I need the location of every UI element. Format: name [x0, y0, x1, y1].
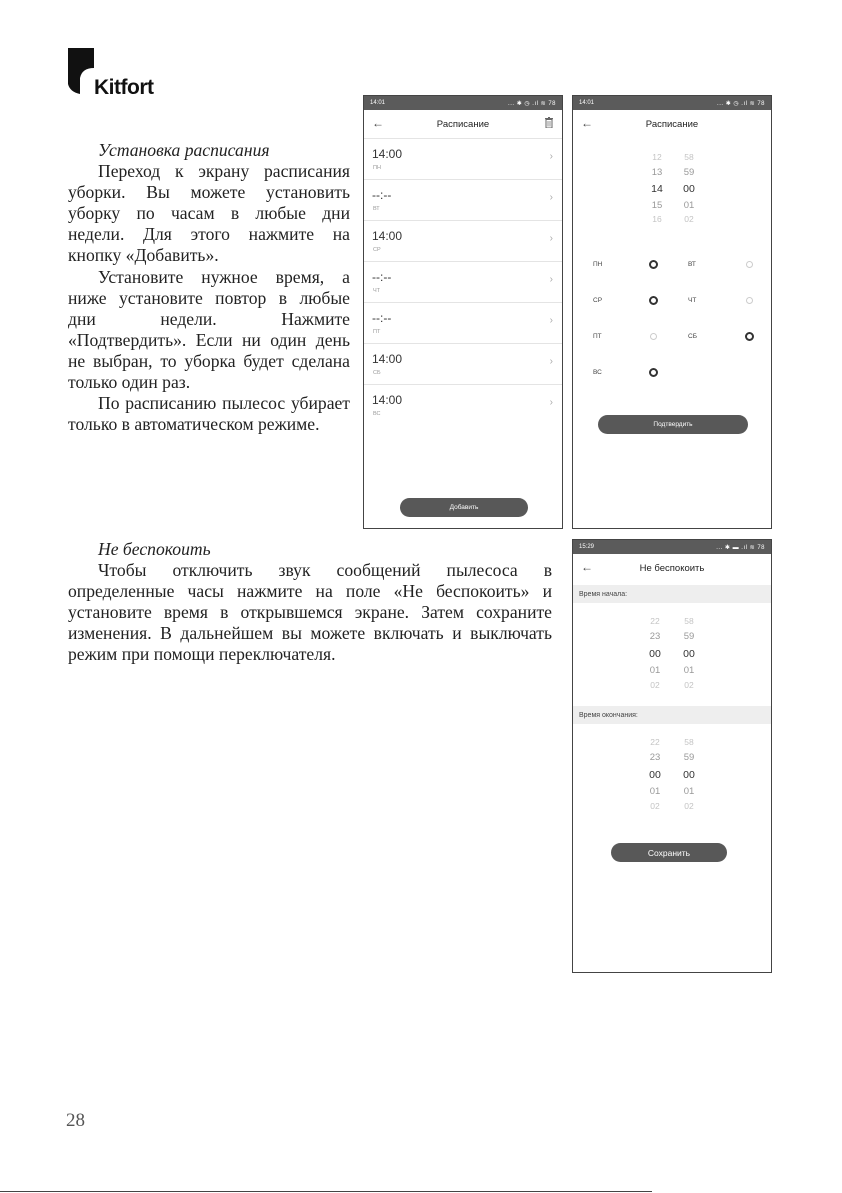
picker-minute: 02	[684, 214, 694, 224]
picker-hour: 15	[651, 200, 663, 211]
picker-row-selected	[573, 769, 771, 783]
picker-minute: 01	[683, 665, 695, 676]
status-icons: ... ✱ ▬ .ıl ≋ 78	[716, 544, 765, 551]
picker-minute: 59	[683, 752, 695, 763]
kitfort-logo-icon	[68, 48, 94, 94]
picker-hour: 02	[650, 680, 660, 690]
list-item[interactable]	[364, 179, 562, 220]
schedule-time: 14:00	[372, 393, 403, 407]
picker-hour: 13	[651, 167, 663, 178]
status-icons: ... ✱ ◷ .ıl ≋ 78	[717, 100, 765, 107]
picker-row	[573, 801, 771, 815]
picker-hour: 16	[652, 214, 662, 224]
status-time: 15:29	[579, 544, 595, 550]
schedule-time: 14:00	[372, 229, 403, 243]
schedule-day: ЧТ	[373, 288, 381, 294]
schedule-time: --:--	[372, 188, 392, 202]
section-heading: Не беспокоить	[98, 539, 211, 559]
paragraph: Чтобы отключить звук сообщений пылесоса в определенные часы нажмите на поле «Не беспокоить» и установите время в открывшемся экране. Затем сохраните изменения. В дальнейшем вы можете включать и выключать режим при помощи переключателя.	[68, 560, 552, 665]
schedule-day: ВТ	[373, 206, 380, 212]
schedule-list-screen	[363, 95, 563, 529]
add-button[interactable]: Добавить	[400, 498, 528, 517]
start-time-picker[interactable]	[573, 614, 771, 694]
arrow-left-icon[interactable]: ←	[581, 560, 593, 574]
day-radio-wed[interactable]	[649, 296, 658, 305]
picker-hour: 00	[649, 648, 661, 660]
picker-minute: 59	[683, 167, 695, 178]
picker-row	[573, 631, 771, 645]
picker-hour: 02	[650, 801, 660, 811]
picker-row	[573, 786, 771, 800]
day-radio-mon[interactable]	[649, 260, 658, 269]
status-time: 14:01	[370, 100, 386, 106]
picker-hour: 01	[649, 665, 661, 676]
day-label-tue: ВТ	[688, 261, 696, 268]
picker-minute: 00	[683, 183, 695, 195]
footer-rule	[0, 1191, 652, 1192]
picker-row	[573, 200, 771, 214]
schedule-time: --:--	[372, 311, 392, 325]
schedule-day: ПН	[373, 165, 381, 171]
picker-minute: 59	[683, 631, 695, 642]
status-icons: ... ✱ ◷ .ıl ≋ 78	[508, 100, 556, 107]
chevron-right-icon: ›	[549, 274, 553, 285]
status-bar	[573, 540, 771, 554]
app-bar	[573, 110, 771, 138]
app-bar	[364, 110, 562, 138]
schedule-section	[68, 140, 350, 435]
end-time-label: Время окончания:	[573, 706, 771, 724]
arrow-left-icon[interactable]: ←	[372, 116, 384, 130]
app-bar	[573, 554, 771, 582]
picker-row	[573, 737, 771, 751]
chevron-right-icon: ›	[549, 151, 553, 162]
screen-title: Не беспокоить	[639, 562, 705, 574]
picker-row	[573, 214, 771, 228]
end-time-picker[interactable]	[573, 735, 771, 815]
screen-title: Расписание	[645, 118, 699, 130]
status-bar	[573, 96, 771, 110]
picker-hour: 22	[650, 616, 660, 626]
schedule-day: ВС	[373, 411, 381, 417]
schedule-day: СР	[373, 247, 381, 253]
list-item[interactable]	[364, 220, 562, 261]
chevron-right-icon: ›	[549, 192, 553, 203]
picker-minute: 00	[683, 769, 695, 781]
confirm-button[interactable]: Подтвердить	[598, 415, 748, 434]
do-not-disturb-section	[68, 539, 552, 666]
chevron-right-icon: ›	[549, 397, 553, 408]
list-item[interactable]	[364, 384, 562, 425]
picker-minute: 58	[684, 616, 694, 626]
chevron-right-icon: ›	[549, 356, 553, 367]
day-radio-tue[interactable]	[746, 261, 753, 268]
schedule-list	[364, 138, 562, 425]
status-time: 14:01	[579, 100, 595, 106]
list-item[interactable]	[364, 302, 562, 343]
schedule-day: ПТ	[373, 329, 381, 335]
day-radio-thu[interactable]	[746, 297, 753, 304]
day-label-mon: ПН	[593, 261, 603, 268]
picker-hour: 22	[650, 737, 660, 747]
picker-minute: 01	[683, 786, 695, 797]
picker-row	[573, 752, 771, 766]
picker-hour: 01	[649, 786, 661, 797]
logo-text: Kitfort	[94, 76, 154, 99]
save-button[interactable]: Сохранить	[611, 843, 727, 862]
day-label-sat: СБ	[688, 333, 697, 340]
picker-row	[573, 665, 771, 679]
picker-hour: 12	[652, 152, 662, 162]
picker-row-selected	[573, 183, 771, 197]
schedule-time: --:--	[372, 270, 392, 284]
chevron-right-icon: ›	[549, 233, 553, 244]
paragraph: Переход к экрану расписания уборки. Вы можете установить уборку по часам в любые дни недели. Для этого нажмите на кнопку «Добавить».	[68, 161, 350, 266]
day-radio-fri[interactable]	[650, 333, 657, 340]
day-label-fri: ПТ	[593, 333, 602, 340]
list-item[interactable]	[364, 138, 562, 179]
day-radio-sun[interactable]	[649, 368, 658, 377]
schedule-day: СБ	[373, 370, 381, 376]
day-label-sun: ВС	[593, 369, 602, 376]
list-item[interactable]	[364, 343, 562, 384]
section-heading: Установка расписания	[98, 140, 270, 160]
paragraph: По расписанию пылесос убирает только в автоматическом режиме.	[68, 393, 350, 435]
picker-row	[573, 152, 771, 166]
list-item[interactable]	[364, 261, 562, 302]
picker-hour: 14	[651, 183, 663, 195]
picker-minute: 01	[683, 200, 695, 211]
picker-minute: 02	[684, 801, 694, 811]
picker-hour: 23	[649, 631, 661, 642]
picker-hour: 23	[649, 752, 661, 763]
picker-minute: 00	[683, 648, 695, 660]
time-picker[interactable]	[573, 150, 771, 230]
picker-minute: 58	[684, 737, 694, 747]
schedule-edit-screen	[572, 95, 772, 529]
picker-row	[573, 167, 771, 181]
page-number: 28	[66, 1110, 85, 1131]
picker-minute: 58	[684, 152, 694, 162]
day-radio-sat[interactable]	[745, 332, 754, 341]
start-time-label: Время начала:	[573, 585, 771, 603]
picker-row	[573, 616, 771, 630]
chevron-right-icon: ›	[549, 315, 553, 326]
day-label-wed: СР	[593, 297, 603, 304]
trash-icon[interactable]	[545, 117, 553, 128]
picker-minute: 02	[684, 680, 694, 690]
picker-row	[573, 680, 771, 694]
picker-hour: 00	[649, 769, 661, 781]
status-bar	[364, 96, 562, 110]
picker-row-selected	[573, 648, 771, 662]
arrow-left-icon[interactable]: ←	[581, 116, 593, 130]
schedule-time: 14:00	[372, 352, 403, 366]
day-label-thu: ЧТ	[688, 297, 697, 304]
paragraph: Установите нужное время, а ниже установите повтор в любые дни недели. Нажмите «Подтвердить». Если ни один день не выбран, то уборка будет сделана только один раз.	[68, 266, 350, 393]
schedule-time: 14:00	[372, 147, 403, 161]
screen-title: Расписание	[436, 118, 490, 130]
kitfort-logo	[68, 48, 168, 98]
do-not-disturb-screen	[572, 539, 772, 973]
